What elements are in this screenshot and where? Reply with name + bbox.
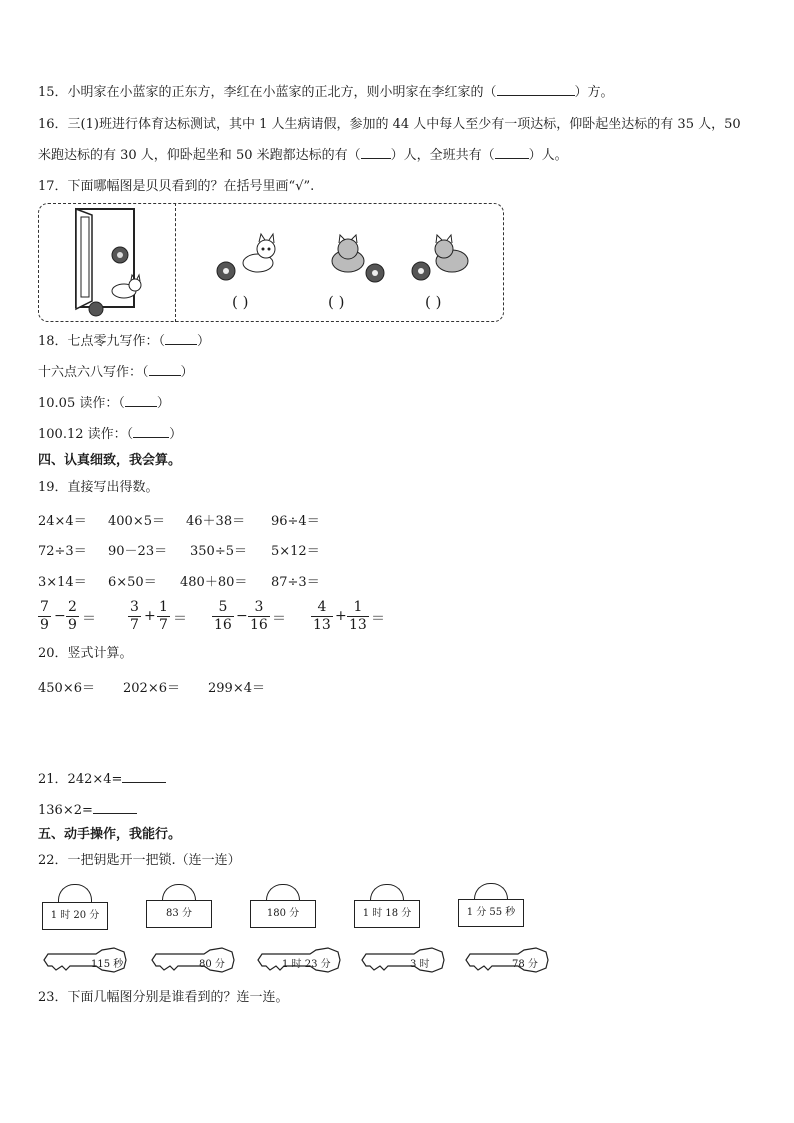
lock-2[interactable]: 83 分	[146, 900, 212, 928]
option3-ball-icon	[412, 262, 430, 280]
operator: +	[144, 608, 156, 624]
q18c-close: ）	[156, 396, 170, 411]
equals-sign[interactable]: ＝	[82, 611, 96, 627]
key-2[interactable]: 80 分	[199, 959, 225, 970]
q19-item[interactable]: 72÷3＝	[38, 544, 87, 559]
q19-item[interactable]: 480＋80＝	[180, 575, 248, 590]
ball-icon	[89, 302, 103, 316]
q18a-close: ）	[197, 334, 211, 349]
cat-icon	[112, 275, 141, 298]
q16-blank-2[interactable]	[495, 146, 529, 159]
option3-cat-icon	[435, 235, 468, 272]
question-18a	[38, 332, 210, 351]
q19-item[interactable]: 3×14＝	[38, 575, 87, 590]
q17-answer-1[interactable]: ( )	[232, 293, 249, 311]
question-18b	[38, 363, 194, 382]
question-17: 17．下面哪幅图是贝贝看到的？在括号里画“√”.	[38, 179, 315, 194]
question-18d	[38, 425, 182, 444]
key-3[interactable]: 1 时 23 分	[282, 959, 331, 970]
q18c-text: 10.05 读作：（	[38, 396, 125, 411]
fraction: 4 13	[313, 599, 331, 633]
q15-text: 15．小明家在小蓝家的正东方，李红在小蓝家的正北方，则小明家在李红家的（	[38, 85, 497, 100]
q16-blank-1[interactable]	[361, 146, 391, 159]
question-21b	[38, 801, 137, 820]
option2-ball-icon	[366, 264, 384, 282]
operator: +	[335, 608, 347, 624]
q18a-text: 18．七点零九写作：（	[38, 334, 166, 349]
ball-icon	[112, 247, 128, 263]
q16-text-a: 米跑达标的有 30 人，仰卧起坐和 50 米跑都达标的有（	[38, 148, 361, 163]
q19-item[interactable]: 5×12＝	[271, 544, 320, 559]
q21a-text: 21．242×4=	[38, 772, 123, 787]
q15-answer-blank[interactable]	[497, 83, 575, 96]
option1-cat-icon	[243, 234, 275, 272]
operator: −	[54, 608, 66, 624]
section-5-heading: 五、动手操作，我能行。	[38, 827, 182, 842]
q17-answer-3[interactable]: ( )	[425, 293, 442, 311]
key-4[interactable]: 3 时	[410, 959, 430, 970]
fraction: 1 13	[349, 599, 367, 633]
q21b-text: 136×2=	[38, 803, 93, 818]
q18b-blank[interactable]	[149, 363, 181, 376]
lock-1[interactable]: 1 时 20 分	[42, 902, 108, 930]
q21b-blank[interactable]	[93, 801, 137, 814]
equals-sign[interactable]: ＝	[173, 611, 187, 627]
lock-shackle-icon	[58, 884, 92, 904]
fraction: 2 9	[68, 599, 77, 633]
section-4-heading: 四、认真细致，我会算。	[38, 453, 182, 468]
fraction: 3 16	[250, 599, 268, 633]
equals-sign[interactable]: ＝	[371, 611, 385, 627]
q18d-text: 100.12 读作：（	[38, 427, 134, 442]
q17-answer-2[interactable]: ( )	[328, 293, 345, 311]
q19-item[interactable]: 87÷3＝	[271, 575, 320, 590]
key-1[interactable]: 115 秒	[91, 959, 124, 970]
lock-3[interactable]: 180 分	[250, 900, 316, 928]
q19-item[interactable]: 400×5＝	[108, 514, 165, 529]
question-20-title: 20．竖式计算。	[38, 646, 133, 661]
fraction: 1 7	[159, 599, 168, 633]
question-16-line2	[38, 146, 568, 165]
q20-item[interactable]: 299×4＝	[208, 681, 265, 696]
option1-ball-icon	[217, 262, 235, 280]
question-15	[38, 83, 614, 102]
key-icon	[362, 948, 444, 972]
q19-item[interactable]: 24×4＝	[38, 514, 87, 529]
question-19-title: 19．直接写出得数。	[38, 480, 159, 495]
q21a-blank[interactable]	[122, 770, 166, 783]
question-18c	[38, 394, 170, 413]
option2-cat-icon	[332, 235, 364, 272]
q19-item[interactable]: 46＋38＝	[186, 514, 246, 529]
question-23-title: 23．下面几幅图分别是谁看到的？连一连。	[38, 990, 289, 1005]
q19-item[interactable]: 6×50＝	[108, 575, 157, 590]
key-5[interactable]: 78 分	[512, 959, 538, 970]
lock-4[interactable]: 1 时 18 分	[354, 900, 420, 928]
q20-item[interactable]: 202×6＝	[123, 681, 180, 696]
q16-text-c: ）人。	[528, 148, 568, 163]
q19-item[interactable]: 96÷4＝	[271, 514, 320, 529]
q18b-text: 十六点六八写作：（	[38, 365, 149, 380]
fraction: 7 9	[40, 599, 49, 633]
q18d-close: ）	[169, 427, 183, 442]
q19-item[interactable]: 90－23＝	[108, 544, 168, 559]
question-16-line1: 16．三(1)班进行体育达标测试，其中 1 人生病请假，参加的 44 人中每人至少有一项达标，仰卧起坐达标的有 35 人，50	[38, 117, 741, 132]
q18a-blank[interactable]	[165, 332, 197, 345]
q15-text-end: ）方。	[574, 85, 614, 100]
operator: −	[236, 608, 248, 624]
q18c-blank[interactable]	[125, 394, 157, 407]
q19-item[interactable]: 350÷5＝	[190, 544, 247, 559]
equals-sign[interactable]: ＝	[272, 611, 286, 627]
q16-text-b: ）人，全班共有（	[390, 148, 495, 163]
fraction: 5 16	[214, 599, 232, 633]
q18b-close: ）	[180, 365, 194, 380]
question-21a	[38, 770, 166, 789]
q20-item[interactable]: 450×6＝	[38, 681, 95, 696]
lock-5[interactable]: 1 分 55 秒	[458, 899, 524, 927]
fraction: 3 7	[130, 599, 139, 633]
question-22-title: 22．一把钥匙开一把锁.（连一连）	[38, 853, 241, 868]
q18d-blank[interactable]	[133, 425, 169, 438]
